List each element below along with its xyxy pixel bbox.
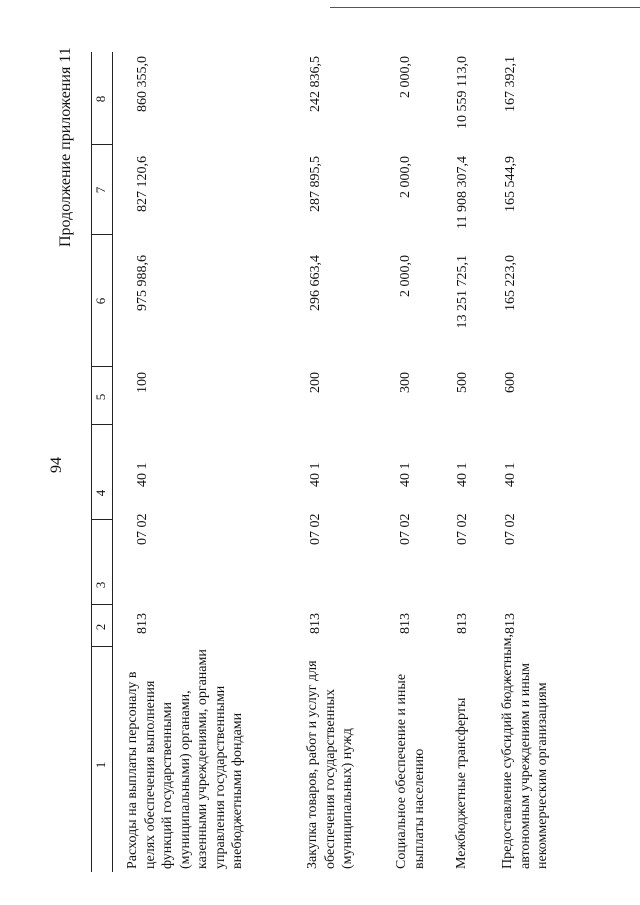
table-row-2-col4: 40 1	[308, 462, 323, 487]
table-row-4-col8: 10 559 113,0	[455, 56, 470, 129]
table-row-2-col8: 242 836,5	[308, 56, 323, 112]
table-row-5-col7: 165 544,9	[503, 156, 518, 212]
table-row-3-col7: 2 000,0	[398, 156, 413, 198]
table-row-2-description: Закупка товаров, работ и услуг для обеспечения государственных (муниципальных) нужд	[305, 660, 355, 869]
table-row-4-col6: 13 251 725,1	[455, 255, 470, 329]
table-row-2-col2: 813	[308, 613, 323, 634]
header-col-7: 7	[93, 186, 108, 194]
table-row-5-col5: 600	[503, 372, 518, 393]
table-row-5-description: Предоставление субсидий бюджетным, автономным учреждениям и иным некоммерческим организациям	[500, 633, 550, 869]
table-row-5-col6: 165 223,0	[503, 255, 518, 311]
table-row-3-description: Социальное обеспечение и иные выплаты населению	[394, 673, 427, 869]
table-row-1-col5: 100	[135, 372, 150, 393]
table-row-2-col7: 287 895,5	[308, 156, 323, 212]
header-col-8: 8	[93, 95, 108, 103]
header-col-5: 5	[93, 393, 108, 401]
table-row-3-col4: 40 1	[398, 462, 413, 487]
header-col-1: 1	[93, 761, 108, 769]
table-rule-top	[91, 52, 92, 872]
table-row-4-col3: 07 02	[455, 513, 470, 545]
table-rule-col-5	[91, 366, 112, 367]
table-row-1-col3: 07 02	[135, 513, 150, 545]
table-row-4-col5: 500	[455, 372, 470, 393]
table-row-1-col4: 40 1	[135, 462, 150, 487]
header-col-6: 6	[93, 297, 108, 305]
table-row-2-col6: 296 663,4	[308, 255, 323, 311]
header-col-2: 2	[93, 623, 108, 631]
table-row-3-col2: 813	[398, 613, 413, 634]
table-rule-col-3	[91, 519, 112, 520]
table-row-5-col2: 813	[503, 613, 518, 634]
table-row-1-col2: 813	[135, 613, 150, 634]
table-row-3-col3: 07 02	[398, 513, 413, 545]
table-row-5-col8: 167 392,1	[503, 56, 518, 112]
table-row-2-col5: 200	[308, 372, 323, 393]
table-row-4-col4: 40 1	[455, 462, 470, 487]
table-row-1-description: Расходы на выплаты персоналу в целях обеспечения выполнения функций государственными (муниципальными) органами, казенными учреждениями, органами управления государственными внебюджетными фондами	[125, 649, 245, 869]
page-number: 94	[48, 457, 65, 473]
table-rule-col-7	[91, 144, 112, 145]
table-rule-col-6	[91, 234, 112, 235]
table-row-3-col8: 2 000,0	[398, 56, 413, 98]
table-rule-col-4	[91, 424, 112, 425]
table-row-1-col7: 827 120,6	[135, 156, 150, 212]
table-row-4-description: Межбюджетные трансферты	[454, 697, 469, 869]
table-row-4-col2: 813	[455, 613, 470, 634]
table-row-1-col6: 975 988,6	[135, 255, 150, 311]
table-row-1-col8: 860 355,0	[135, 56, 150, 112]
table-row-4-col7: 11 908 307,4	[455, 156, 470, 229]
table-row-2-col3: 07 02	[308, 513, 323, 545]
header-col-3: 3	[93, 581, 108, 589]
table-row-3-col5: 300	[398, 372, 413, 393]
table-row-3-col6: 2 000,0	[398, 255, 413, 297]
table-row-5-col4: 40 1	[503, 462, 518, 487]
table-row-5-col3: 07 02	[503, 513, 518, 545]
appendix-title: Продолжение приложения 11	[57, 47, 74, 247]
table-rule-header	[112, 52, 113, 872]
header-col-4: 4	[93, 489, 108, 497]
